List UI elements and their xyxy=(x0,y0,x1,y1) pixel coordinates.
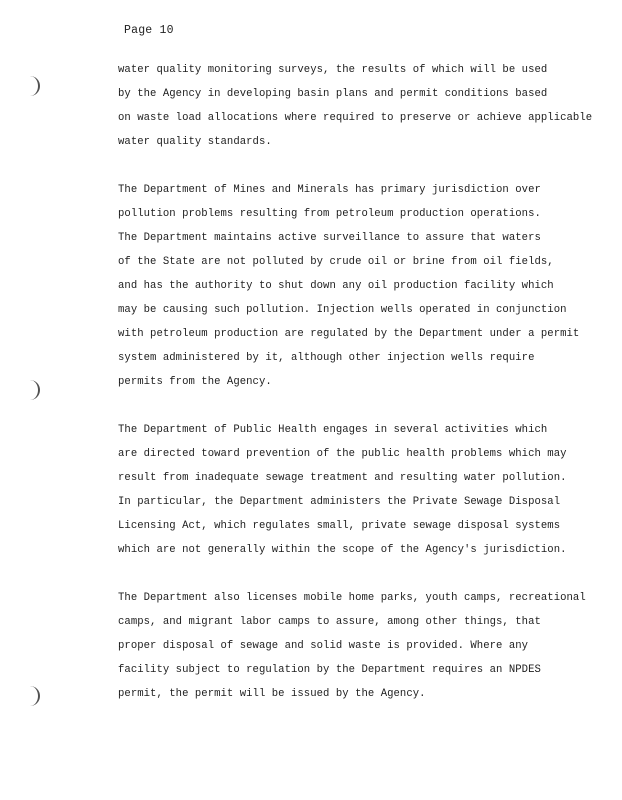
text-line: The Department of Public Health engages in several activities which xyxy=(118,424,548,436)
text-line: permits from the Agency. xyxy=(118,376,272,388)
text-line: are directed toward prevention of the public health problems which may xyxy=(118,448,567,460)
binder-hole-mark xyxy=(30,686,40,706)
text-line: The Department also licenses mobile home parks, youth camps, recreational xyxy=(118,592,586,604)
text-line: In particular, the Department administers the Private Sewage Disposal xyxy=(118,496,561,508)
text-line: The Department maintains active surveillance to assure that waters xyxy=(118,232,541,244)
text-line: camps, and migrant labor camps to assure, among other things, that xyxy=(118,616,541,628)
text-line: Licensing Act, which regulates small, private sewage disposal systems xyxy=(118,520,561,532)
text-line: proper disposal of sewage and solid waste is provided. Where any xyxy=(118,640,529,652)
text-line: may be causing such pollution. Injection wells operated in conjunction xyxy=(118,304,567,316)
text-line: system administered by it, although other injection wells require xyxy=(118,352,535,364)
text-line: water quality standards. xyxy=(118,136,272,148)
text-line: water quality monitoring surveys, the results of which will be used xyxy=(118,64,548,76)
text-line: with petroleum production are regulated by the Department under a permit xyxy=(118,328,580,340)
text-line: pollution problems resulting from petroleum production operations. xyxy=(118,208,541,220)
binder-hole-mark xyxy=(30,76,40,96)
text-line: and has the authority to shut down any oil production facility which xyxy=(118,280,554,292)
text-line: by the Agency in developing basin plans and permit conditions based xyxy=(118,88,548,100)
text-line: facility subject to regulation by the Department requires an NPDES xyxy=(118,664,541,676)
binder-hole-mark xyxy=(30,380,40,400)
text-line: result from inadequate sewage treatment and resulting water pollution. xyxy=(118,472,567,484)
text-line: of the State are not polluted by crude oil or brine from oil fields, xyxy=(118,256,554,268)
text-line: on waste load allocations where required to preserve or achieve applicable xyxy=(118,112,593,124)
text-line: The Department of Mines and Minerals has primary jurisdiction over xyxy=(118,184,541,196)
page-number: Page 10 xyxy=(124,24,174,37)
text-line: permit, the permit will be issued by the Agency. xyxy=(118,688,426,700)
text-line: which are not generally within the scope of the Agency's jurisdiction. xyxy=(118,544,567,556)
